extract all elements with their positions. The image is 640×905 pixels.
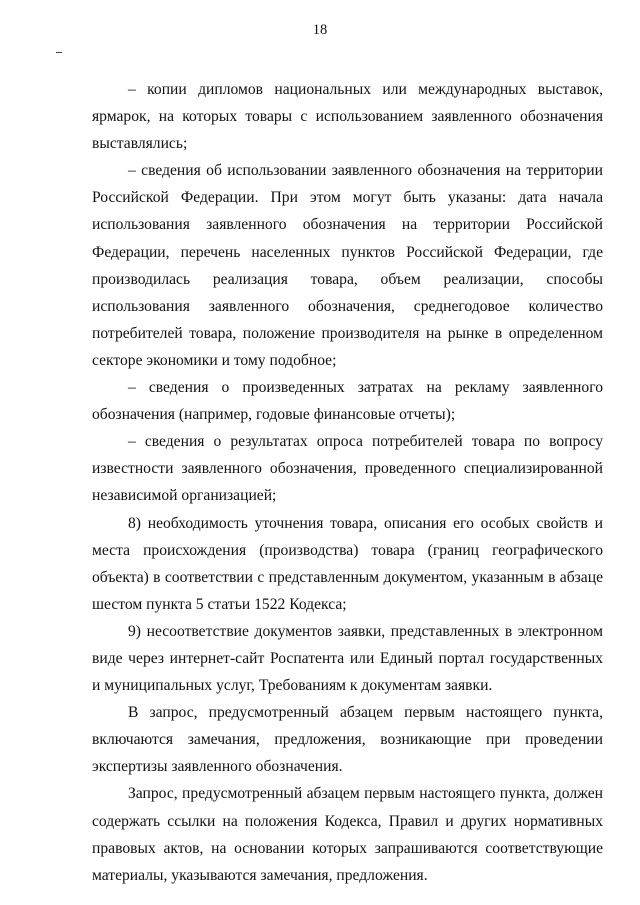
paragraph-item-8: 8) необходимость уточнения товара, описания его особых свойств и места происхождения (производства) товара (границ географического объекта) в соответствии с представленным документом, указанным в абзаце шестом пункта 5 статьи 1522 Кодекса; (92, 514, 603, 613)
paragraph-usage-info: – сведения об использовании заявленного обозначения на территории Российской Федерации. При этом могут быть указаны: дата начала использования заявленного обозначения на территории Российской Федерации, перечень населенных пунктов Российской Федерации, где производилась реализация товара, объем реализации, способы использования заявленного обозначения, среднегодовое количество потребителей товара, положение производителя на рынке в определенном секторе экономики и тому подобное; (92, 162, 603, 369)
paragraph-consumer-survey: – сведения о результатах опроса потребителей товара по вопросу известности заявленного обозначения, проведенного специализированной независимой организацией; (92, 433, 603, 505)
document-body (92, 76, 603, 889)
margin-mark (56, 52, 62, 53)
page-number: 18 (312, 22, 328, 38)
paragraph-advertising-costs: – сведения о произведенных затратах на рекламу заявленного обозначения (например, годовые финансовые отчеты); (92, 379, 603, 424)
paragraph-request-references: Запрос, предусмотренный абзацем первым настоящего пункта, должен содержать ссылки на положения Кодекса, Правил и других нормативных правовых актов, на основании которых запрашиваются соответствующие материалы, указываются замечания, предложения. (92, 785, 603, 884)
paragraph-diplomas: – копии дипломов национальных или международных выставок, ярмарок, на которых товары с использованием заявленного обозначения выставлялись; (92, 81, 603, 153)
paragraph-request-content: В запрос, предусмотренный абзацем первым настоящего пункта, включаются замечания, предложения, возникающие при проведении экспертизы заявленного обозначения. (92, 704, 603, 776)
paragraph-item-9: 9) несоответствие документов заявки, представленных в электронном виде через интернет-сайт Роспатента или Единый портал государственных и муниципальных услуг, Требованиям к документам заявки. (92, 622, 603, 695)
